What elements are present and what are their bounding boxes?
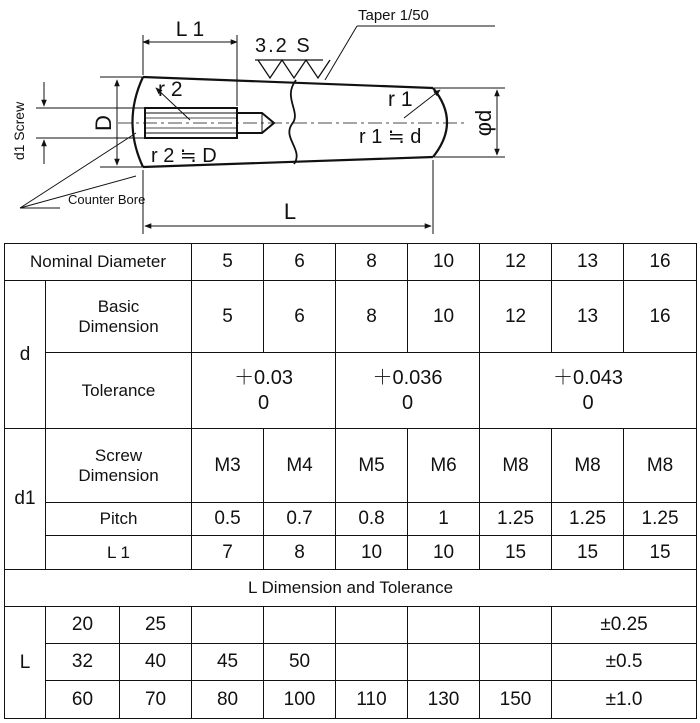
l1-value: 7 [192,536,264,570]
l-value: 60 [46,681,120,719]
l1-label: L 1 [175,18,205,41]
tolerance-cell [480,353,697,429]
l-value [264,607,336,644]
l-value: 100 [264,681,336,719]
screw-value: M8 [624,429,697,503]
l1-value: 15 [624,536,697,570]
basic-dimension-label: Basic Dimension [46,281,192,353]
l-value [480,607,552,644]
tolerance-cell [336,353,480,429]
d1-screw-label: d1 Screw [11,101,27,161]
tolerance-label: Tolerance [46,353,192,429]
nominal-value: 13 [552,244,624,281]
pitch-value: 0.5 [192,503,264,536]
l-value: 110 [336,681,408,719]
nominal-value: 8 [336,244,408,281]
l-value: 40 [120,644,192,681]
screw-value: M3 [192,429,264,503]
l-tolerance: ±1.0 [552,681,697,719]
r1-label: r 1 [388,88,413,111]
phi-d-label: φd [471,109,496,137]
l-row [5,607,697,644]
r2-approx-label: r 2 ≒ D [151,145,217,167]
d-big-dimension [91,77,143,167]
screw-value: M8 [480,429,552,503]
d1-pitch-row [5,503,697,536]
l-tolerance: ±0.25 [552,607,697,644]
l1-value: 10 [408,536,480,570]
l-value: 70 [120,681,192,719]
screw-value: M8 [552,429,624,503]
pitch-value: 1.25 [480,503,552,536]
taper-leader [325,26,495,80]
l-value [408,644,480,681]
l-value: 50 [264,644,336,681]
basic-value: 10 [408,281,480,353]
pitch-value: 1 [408,503,480,536]
l-section-title-row [5,570,697,607]
l-value: 80 [192,681,264,719]
pitch-label: Pitch [46,503,192,536]
screw-value: M4 [264,429,336,503]
l1-value: 10 [336,536,408,570]
l1-value: 15 [552,536,624,570]
basic-value: 6 [264,281,336,353]
taper-pin-drawing [0,0,700,240]
l-value [408,607,480,644]
l-value: 150 [480,681,552,719]
l-value [336,607,408,644]
tolerance-lower: 0 [582,391,594,414]
d-big-label: D [91,115,116,131]
basic-value: 16 [624,281,697,353]
nominal-value: 10 [408,244,480,281]
l-value [336,644,408,681]
phi-d-dimension [434,88,505,157]
l1-value: 8 [264,536,336,570]
tolerance-cell [192,353,336,429]
screw-dimension-label: Screw Dimension [46,429,192,503]
l1-row-label: L 1 [46,536,192,570]
r1-approx-label: r 1 ≒ d [359,126,422,148]
basic-value: 12 [480,281,552,353]
l-total-label: L [283,199,297,224]
d1-screw-row [5,429,697,503]
l-value [480,644,552,681]
pitch-value: 0.8 [336,503,408,536]
d-basic-row [5,281,697,353]
pitch-value: 1.25 [552,503,624,536]
l-value: 32 [46,644,120,681]
roughness-label: 3.2 S [255,35,312,57]
l-tolerance: ±0.5 [552,644,697,681]
pitch-value: 0.7 [264,503,336,536]
nominal-diameter-row [5,244,697,281]
l-group-label: L [5,607,46,719]
l-section-title: L Dimension and Tolerance [5,570,697,607]
l-row [5,681,697,719]
d-group-label: d [5,281,46,429]
roughness-symbol [255,60,330,78]
tolerance-lower: 0 [257,391,270,414]
basic-value: 13 [552,281,624,353]
spec-table [4,243,697,719]
nominal-value: 6 [264,244,336,281]
l-value [192,607,264,644]
r2-label: r 2 [158,78,183,101]
d-tolerance-row [5,353,697,429]
tolerance-upper: ＋0.036 [372,366,443,389]
l-value: 45 [192,644,264,681]
l1-value: 15 [480,536,552,570]
basic-value: 8 [336,281,408,353]
nominal-value: 16 [624,244,697,281]
screw-value: M5 [336,429,408,503]
l-row [5,644,697,681]
pitch-value: 1.25 [624,503,697,536]
taper-label: Taper 1/50 [358,7,429,24]
l-value: 130 [408,681,480,719]
l-dimension [143,160,433,234]
l-value: 25 [120,607,192,644]
counter-bore-label: Counter Bore [68,192,146,207]
l-value: 20 [46,607,120,644]
nominal-diameter-label: Nominal Diameter [5,244,192,281]
d1-group-label: d1 [5,429,46,570]
basic-value: 5 [192,281,264,353]
tolerance-upper: ＋0.043 [553,366,624,389]
nominal-value: 12 [480,244,552,281]
tolerance-lower: 0 [401,391,414,414]
nominal-value: 5 [192,244,264,281]
screw-value: M6 [408,429,480,503]
tolerance-upper: ＋0.03 [234,366,293,389]
d1-l1-row [5,536,697,570]
